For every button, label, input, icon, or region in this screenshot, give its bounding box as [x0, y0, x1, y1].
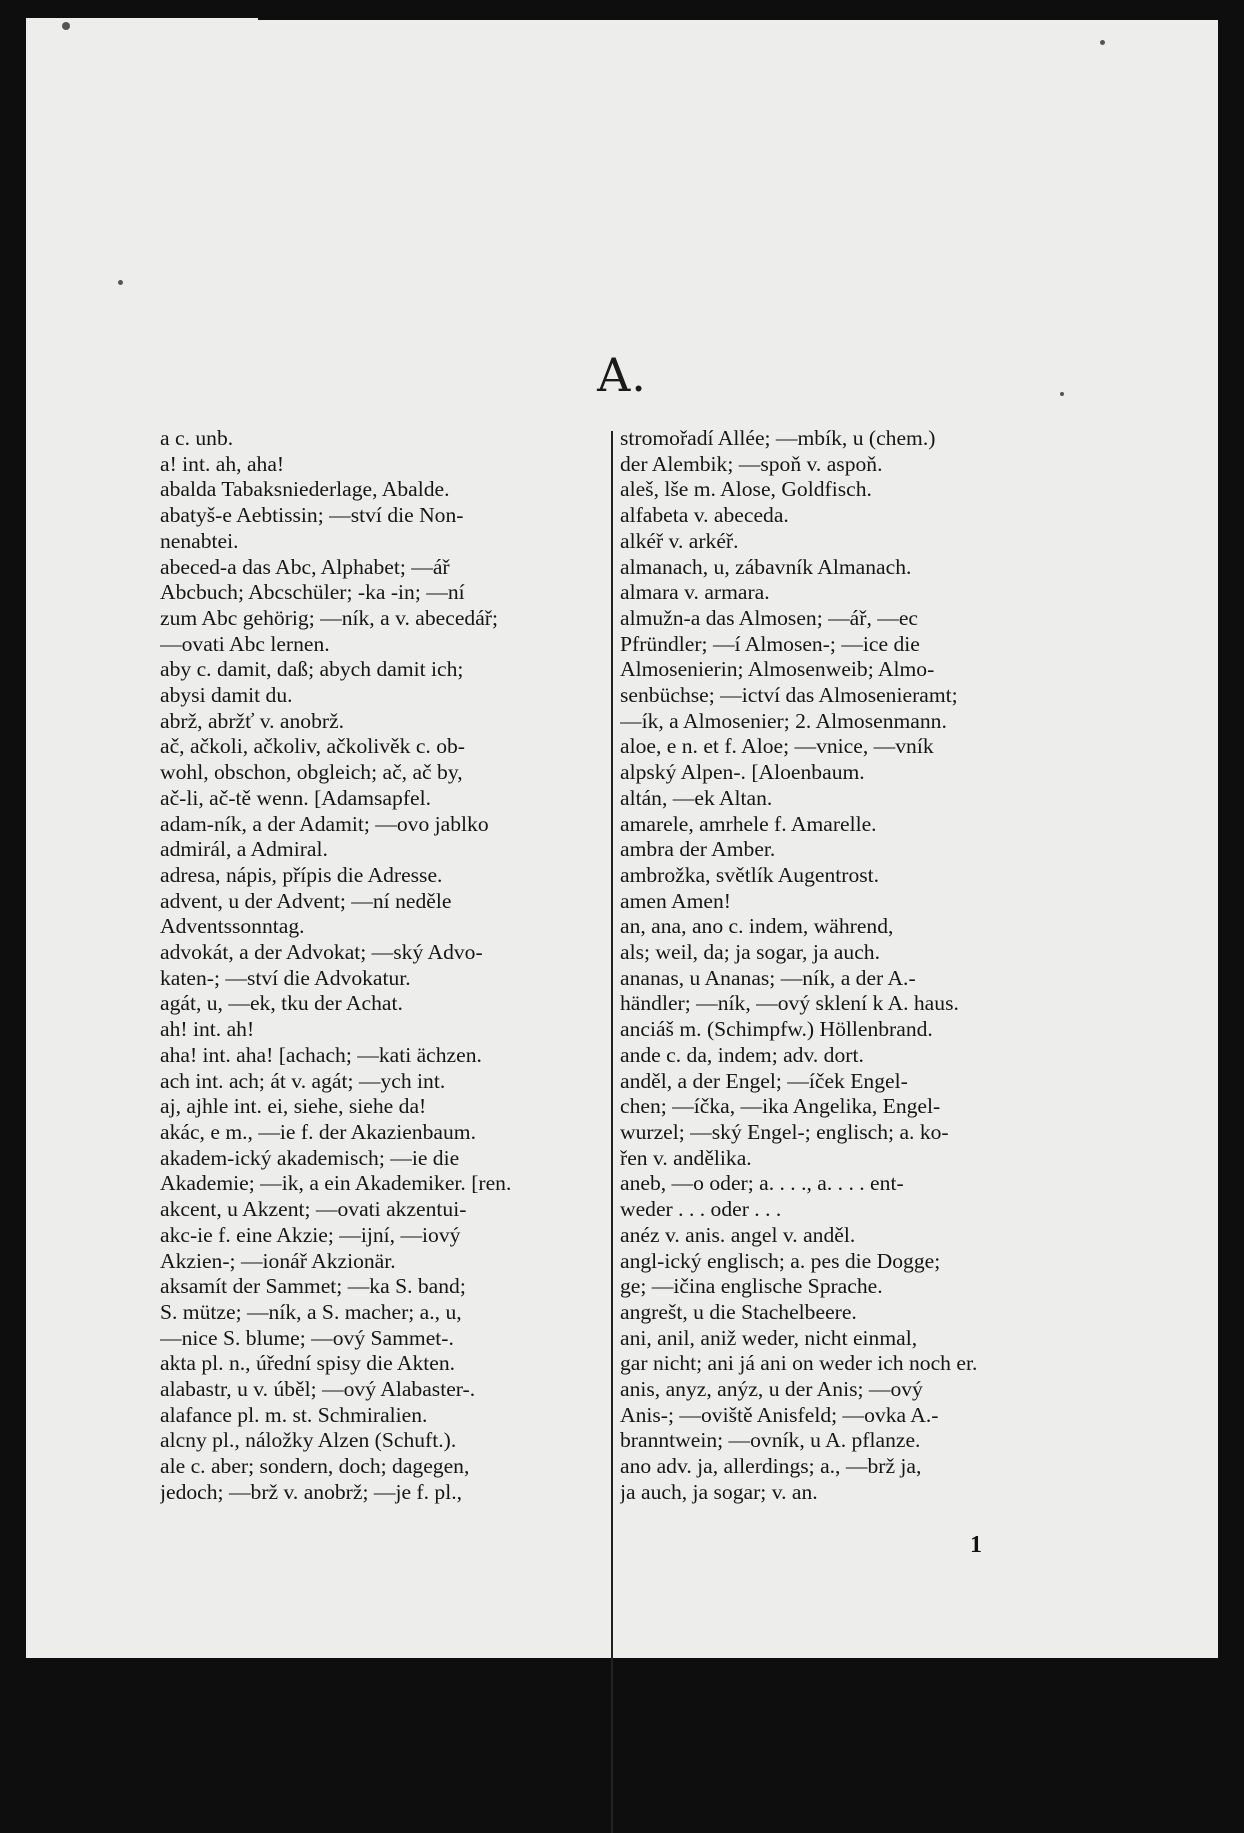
dictionary-line: akta pl. n., úřední spisy die Akten.: [160, 1351, 456, 1376]
left-column: [160, 426, 608, 1506]
dictionary-line: alkéř v. arkéř.: [620, 528, 739, 553]
column-divider: [611, 431, 613, 1833]
dictionary-line: akcent, u Akzent; —ovati akzentui-: [160, 1197, 467, 1222]
dictionary-line: ani, anil, aniž weder, nicht einmal,: [620, 1325, 918, 1350]
dictionary-line: abrž, abržť v. anobrž.: [160, 708, 345, 733]
dictionary-line: Adventssonntag.: [160, 914, 305, 939]
dictionary-line: ach int. ach; át v. agát; —ych int.: [160, 1068, 446, 1093]
dictionary-line: ač-li, ač-tě wenn. [Adamsapfel.: [160, 785, 431, 810]
dictionary-line: Pfründler; —í Almosen-; —ice die: [620, 631, 920, 656]
dictionary-line: als; weil, da; ja sogar, ja auch.: [620, 940, 880, 965]
dictionary-line: S. mütze; —ník, a S. macher; a., u,: [160, 1299, 462, 1324]
dictionary-line: Almosenierin; Almosenweib; Almo-: [620, 657, 935, 682]
dictionary-line: amen Amen!: [620, 888, 731, 913]
dictionary-line: stromořadí Allée; —mbík, u (chem.): [620, 426, 936, 450]
dictionary-line: wurzel; —ský Engel-; englisch; a. ko-: [620, 1119, 949, 1144]
dictionary-line: a c. unb.: [160, 426, 234, 450]
dictionary-line: aleš, lše m. Alose, Goldfisch.: [620, 477, 872, 502]
dictionary-line: zum Abc gehörig; —ník, a v. abecedář;: [160, 605, 498, 630]
dictionary-line: branntwein; —ovník, u A. pflanze.: [620, 1428, 921, 1453]
dictionary-line: ač, ačkoli, ačkoliv, ačkolivěk c. ob-: [160, 734, 465, 759]
dictionary-line: advent, u der Advent; —ní neděle: [160, 888, 452, 913]
dictionary-line: ambrožka, světlík Augentrost.: [620, 862, 880, 887]
dictionary-line: akc-ie f. eine Akzie; —ijní, —iový: [160, 1222, 461, 1247]
dictionary-line: weder . . . oder . . .: [620, 1197, 782, 1222]
dictionary-line: alafance pl. m. st. Schmiralien.: [160, 1402, 428, 1427]
dictionary-line: alfabeta v. abeceda.: [620, 503, 789, 528]
dictionary-line: almužn-a das Almosen; —ář, —ec: [620, 605, 919, 630]
dictionary-line: adresa, nápis, přípis die Adresse.: [160, 862, 443, 887]
dictionary-line: ge; —ičina englische Sprache.: [620, 1274, 883, 1299]
dictionary-line: anciáš m. (Schimpfw.) Höllenbrand.: [620, 1017, 933, 1042]
dictionary-line: adam-ník, a der Adamit; —ovo jablko: [160, 811, 489, 836]
dictionary-line: Akademie; —ik, a ein Akademiker. [ren.: [160, 1171, 512, 1196]
dictionary-line: jedoch; —brž v. anobrž; —je f. pl.,: [160, 1479, 463, 1504]
dictionary-line: anéz v. anis. angel v. anděl.: [620, 1222, 856, 1247]
ink-speck: [62, 22, 70, 30]
dictionary-line: nenabtei.: [160, 528, 239, 553]
dictionary-line: aby c. damit, daß; abych damit ich;: [160, 657, 464, 682]
scan-edge-right: [1218, 0, 1244, 1670]
ink-speck: [1100, 40, 1105, 45]
dictionary-line: aj, ajhle int. ei, siehe, siehe da!: [160, 1094, 427, 1119]
dictionary-line: anis, anyz, anýz, u der Anis; —ový: [620, 1377, 923, 1402]
dictionary-line: alcny pl., náložky Alzen (Schuft.).: [160, 1428, 457, 1453]
dictionary-line: a! int. ah, aha!: [160, 451, 285, 476]
dictionary-line: almara v. armara.: [620, 580, 770, 605]
dictionary-line: an, ana, ano c. indem, während,: [620, 914, 894, 939]
dictionary-line: ale c. aber; sondern, doch; dagegen,: [160, 1454, 470, 1479]
dictionary-line: akác, e m., —ie f. der Akazienbaum.: [160, 1119, 476, 1144]
dictionary-line: katen-; —ství die Advokatur.: [160, 965, 411, 990]
dictionary-line: akadem-ický akademisch; —ie die: [160, 1145, 460, 1170]
dictionary-line: ah! int. ah!: [160, 1017, 255, 1042]
dictionary-line: ambra der Amber.: [620, 837, 776, 862]
dictionary-line: agát, u, —ek, tku der Achat.: [160, 991, 403, 1016]
dictionary-line: —ovati Abc lernen.: [160, 631, 330, 656]
dictionary-line: abatyš-e Aebtissin; —ství die Non-: [160, 503, 464, 528]
dictionary-line: wohl, obschon, obgleich; ač, ač by,: [160, 760, 463, 785]
dictionary-line: gar nicht; ani já ani on weder ich noch er.: [620, 1351, 978, 1376]
ink-speck: [118, 280, 123, 285]
dictionary-line: řen v. andělika.: [620, 1145, 752, 1170]
dictionary-line: advokát, a der Advokat; —ský Advo-: [160, 940, 483, 965]
dictionary-line: chen; —íčka, —ika Angelika, Engel-: [620, 1094, 941, 1119]
dictionary-line: Abcbuch; Abcschüler; -ka -in; —ní: [160, 580, 465, 605]
dictionary-line: almanach, u, zábavník Almanach.: [620, 554, 912, 579]
dictionary-line: —nice S. blume; —ový Sammet-.: [160, 1325, 454, 1350]
dictionary-line: aha! int. aha! [achach; —kati ächzen.: [160, 1042, 482, 1067]
dictionary-line: alabastr, u v. úběl; —ový Alabaster-.: [160, 1377, 476, 1402]
dictionary-line: angrešt, u die Stachelbeere.: [620, 1299, 857, 1324]
dictionary-line: —ík, a Almosenier; 2. Almosenmann.: [620, 708, 947, 733]
right-column: [620, 426, 1082, 1506]
dictionary-line: anděl, a der Engel; —íček Engel-: [620, 1068, 908, 1093]
dictionary-line: ano adv. ja, allerdings; a., —brž ja,: [620, 1454, 922, 1479]
dictionary-line: abeced-a das Abc, Alphabet; —ář: [160, 554, 450, 579]
dictionary-line: alpský Alpen-. [Aloenbaum.: [620, 760, 865, 785]
dictionary-line: abysi damit du.: [160, 683, 293, 708]
dictionary-line: altán, —ek Altan.: [620, 785, 773, 810]
page-number: 1: [970, 1532, 982, 1558]
dictionary-line: ananas, u Ananas; —ník, a der A.-: [620, 965, 916, 990]
dictionary-line: händler; —ník, —ový sklení k A. haus.: [620, 991, 959, 1016]
dictionary-line: Anis-; —oviště Anisfeld; —ovka A.-: [620, 1402, 939, 1427]
dictionary-line: aksamít der Sammet; —ka S. band;: [160, 1274, 466, 1299]
dictionary-line: ande c. da, indem; adv. dort.: [620, 1042, 864, 1067]
section-letter-heading: A.: [597, 348, 647, 402]
dictionary-line: ja auch, ja sogar; v. an.: [620, 1479, 818, 1504]
dictionary-line: aloe, e n. et f. Aloe; —vnice, —vník: [620, 734, 934, 759]
dictionary-line: senbüchse; —ictví das Almosenieramt;: [620, 683, 958, 708]
dictionary-line: aneb, —o oder; a. . . ., a. . . . ent-: [620, 1171, 904, 1196]
dictionary-line: admirál, a Admiral.: [160, 837, 328, 862]
scan-edge-top: [258, 0, 1244, 20]
dictionary-line: abalda Tabaksniederlage, Abalde.: [160, 477, 450, 502]
dictionary-line: der Alembik; —spoň v. aspoň.: [620, 451, 883, 476]
dictionary-line: angl-ický englisch; a. pes die Dogge;: [620, 1248, 941, 1273]
dictionary-line: Akzien-; —ionář Akzionär.: [160, 1248, 396, 1273]
dictionary-line: amarele, amrhele f. Amarelle.: [620, 811, 877, 836]
